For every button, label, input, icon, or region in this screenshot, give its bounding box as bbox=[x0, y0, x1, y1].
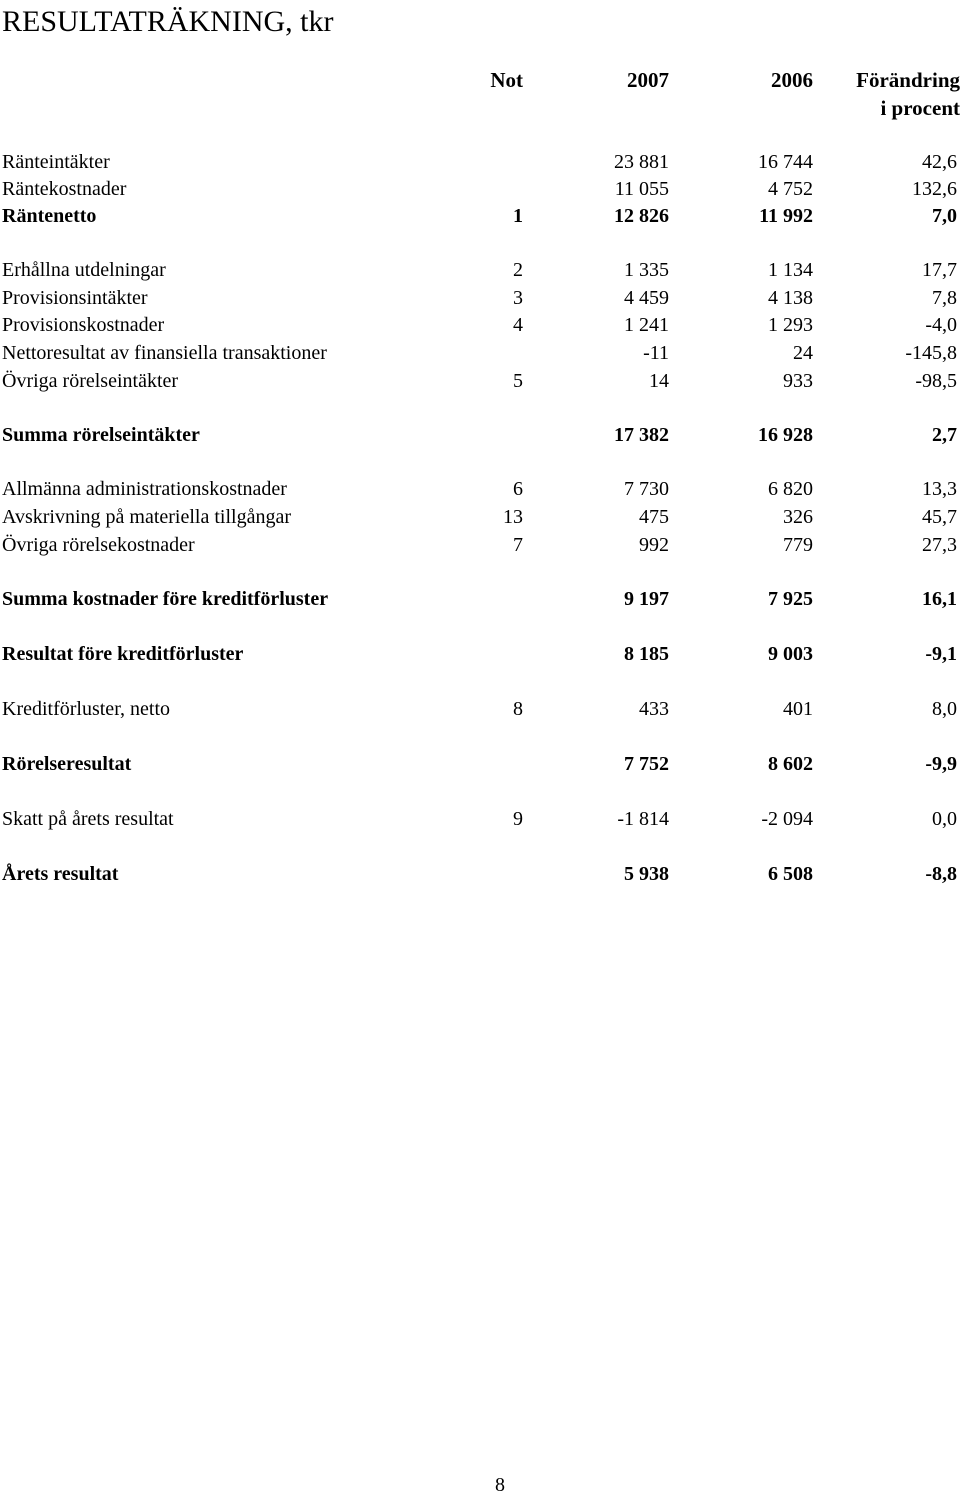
row-change-percent: -145,8 bbox=[905, 342, 957, 364]
row-value-2006: 401 bbox=[783, 698, 813, 720]
row-value-2007: 433 bbox=[639, 698, 669, 720]
row-value-2006: 9 003 bbox=[768, 643, 813, 665]
row-change-percent: -9,9 bbox=[925, 753, 957, 775]
row-value-2006: 6 508 bbox=[768, 863, 813, 885]
column-header-not: Not bbox=[490, 68, 523, 92]
page-number: 8 bbox=[495, 1474, 505, 1496]
row-label: Provisionskostnader bbox=[2, 314, 165, 336]
table-row bbox=[0, 258, 960, 282]
table-row bbox=[0, 697, 960, 721]
row-value-2006: 16 928 bbox=[758, 424, 813, 446]
table-row bbox=[0, 587, 960, 611]
row-label: Räntenetto bbox=[2, 205, 97, 227]
row-value-2006: 4 752 bbox=[768, 178, 813, 200]
row-value-2007: 1 241 bbox=[624, 314, 669, 336]
row-change-percent: 7,0 bbox=[932, 205, 957, 227]
row-value-2007: 8 185 bbox=[624, 643, 669, 665]
row-label: Summa kostnader före kreditförluster bbox=[2, 588, 329, 610]
row-note: 3 bbox=[513, 287, 523, 309]
row-value-2007: -1 814 bbox=[617, 808, 669, 830]
row-value-2007: 475 bbox=[639, 506, 669, 528]
row-note: 9 bbox=[513, 808, 523, 830]
row-value-2007: 992 bbox=[639, 534, 669, 556]
row-value-2006: 933 bbox=[783, 370, 813, 392]
row-label: Rörelseresultat bbox=[2, 753, 132, 775]
row-change-percent: 2,7 bbox=[932, 424, 957, 446]
row-change-percent: -8,8 bbox=[925, 863, 957, 885]
row-change-percent: -9,1 bbox=[925, 643, 957, 665]
row-value-2007: -11 bbox=[643, 342, 669, 364]
table-row bbox=[0, 533, 960, 557]
row-value-2006: 779 bbox=[783, 534, 813, 556]
table-row bbox=[0, 642, 960, 666]
table-row bbox=[0, 505, 960, 529]
row-value-2007: 4 459 bbox=[624, 287, 669, 309]
row-change-percent: 7,8 bbox=[932, 287, 957, 309]
row-value-2007: 12 826 bbox=[614, 205, 669, 227]
row-value-2007: 14 bbox=[649, 370, 669, 392]
table-row bbox=[0, 423, 960, 447]
row-value-2007: 9 197 bbox=[624, 588, 669, 610]
row-value-2006: 326 bbox=[783, 506, 813, 528]
row-note: 6 bbox=[513, 478, 523, 500]
row-note: 13 bbox=[503, 506, 523, 528]
row-value-2007: 17 382 bbox=[614, 424, 669, 446]
table-row bbox=[0, 177, 960, 201]
row-label: Resultat före kreditförluster bbox=[2, 643, 244, 665]
table-row bbox=[0, 341, 960, 365]
row-note: 7 bbox=[513, 534, 523, 556]
row-value-2006: 4 138 bbox=[768, 287, 813, 309]
row-label: Övriga rörelseintäkter bbox=[2, 370, 179, 392]
row-label: Erhållna utdelningar bbox=[2, 259, 166, 281]
row-value-2006: 16 744 bbox=[758, 151, 813, 173]
row-value-2006: -2 094 bbox=[761, 808, 813, 830]
row-change-percent: -98,5 bbox=[915, 370, 957, 392]
table-row bbox=[0, 862, 960, 886]
column-header-change-line2: i procent bbox=[880, 96, 960, 120]
row-label: Årets resultat bbox=[2, 863, 119, 885]
row-value-2007: 7 752 bbox=[624, 753, 669, 775]
table-row bbox=[0, 286, 960, 310]
row-value-2007: 11 055 bbox=[614, 178, 669, 200]
column-header-2007: 2007 bbox=[627, 68, 669, 92]
row-value-2006: 24 bbox=[793, 342, 813, 364]
row-change-percent: 27,3 bbox=[922, 534, 957, 556]
row-note: 4 bbox=[513, 314, 523, 336]
row-value-2007: 23 881 bbox=[614, 151, 669, 173]
table-row bbox=[0, 204, 960, 228]
row-value-2007: 7 730 bbox=[624, 478, 669, 500]
row-change-percent: -4,0 bbox=[925, 314, 957, 336]
row-note: 2 bbox=[513, 259, 523, 281]
row-change-percent: 45,7 bbox=[922, 506, 957, 528]
table-row bbox=[0, 150, 960, 174]
row-label: Övriga rörelsekostnader bbox=[2, 534, 195, 556]
row-label: Summa rörelseintäkter bbox=[2, 424, 200, 446]
row-label: Provisionsintäkter bbox=[2, 287, 148, 309]
row-change-percent: 13,3 bbox=[922, 478, 957, 500]
row-value-2006: 8 602 bbox=[768, 753, 813, 775]
column-header-change-line1: Förändring bbox=[856, 68, 960, 92]
row-value-2006: 1 134 bbox=[768, 259, 813, 281]
row-note: 8 bbox=[513, 698, 523, 720]
page-title: RESULTATRÄKNING, tkr bbox=[2, 5, 334, 38]
table-row bbox=[0, 477, 960, 501]
row-change-percent: 42,6 bbox=[922, 151, 957, 173]
table-row bbox=[0, 752, 960, 776]
row-value-2006: 11 992 bbox=[759, 205, 813, 227]
row-change-percent: 16,1 bbox=[922, 588, 957, 610]
row-value-2007: 5 938 bbox=[624, 863, 669, 885]
row-value-2007: 1 335 bbox=[624, 259, 669, 281]
row-label: Avskrivning på materiella tillgångar bbox=[2, 506, 291, 528]
row-label: Kreditförluster, netto bbox=[2, 698, 171, 720]
row-change-percent: 8,0 bbox=[932, 698, 957, 720]
row-value-2006: 6 820 bbox=[768, 478, 813, 500]
row-note: 5 bbox=[513, 370, 523, 392]
row-note: 1 bbox=[513, 205, 523, 227]
row-label: Räntekostnader bbox=[2, 178, 127, 200]
row-label: Ränteintäkter bbox=[2, 151, 110, 173]
table-row bbox=[0, 807, 960, 831]
row-change-percent: 0,0 bbox=[932, 808, 957, 830]
row-label: Nettoresultat av finansiella transaktioner bbox=[2, 342, 327, 364]
table-row bbox=[0, 369, 960, 393]
table-row bbox=[0, 313, 960, 337]
row-change-percent: 17,7 bbox=[922, 259, 957, 281]
row-value-2006: 7 925 bbox=[768, 588, 813, 610]
row-label: Skatt på årets resultat bbox=[2, 808, 174, 830]
column-header-2006: 2006 bbox=[771, 68, 813, 92]
row-change-percent: 132,6 bbox=[912, 178, 957, 200]
row-label: Allmänna administrationskostnader bbox=[2, 478, 287, 500]
row-value-2006: 1 293 bbox=[768, 314, 813, 336]
